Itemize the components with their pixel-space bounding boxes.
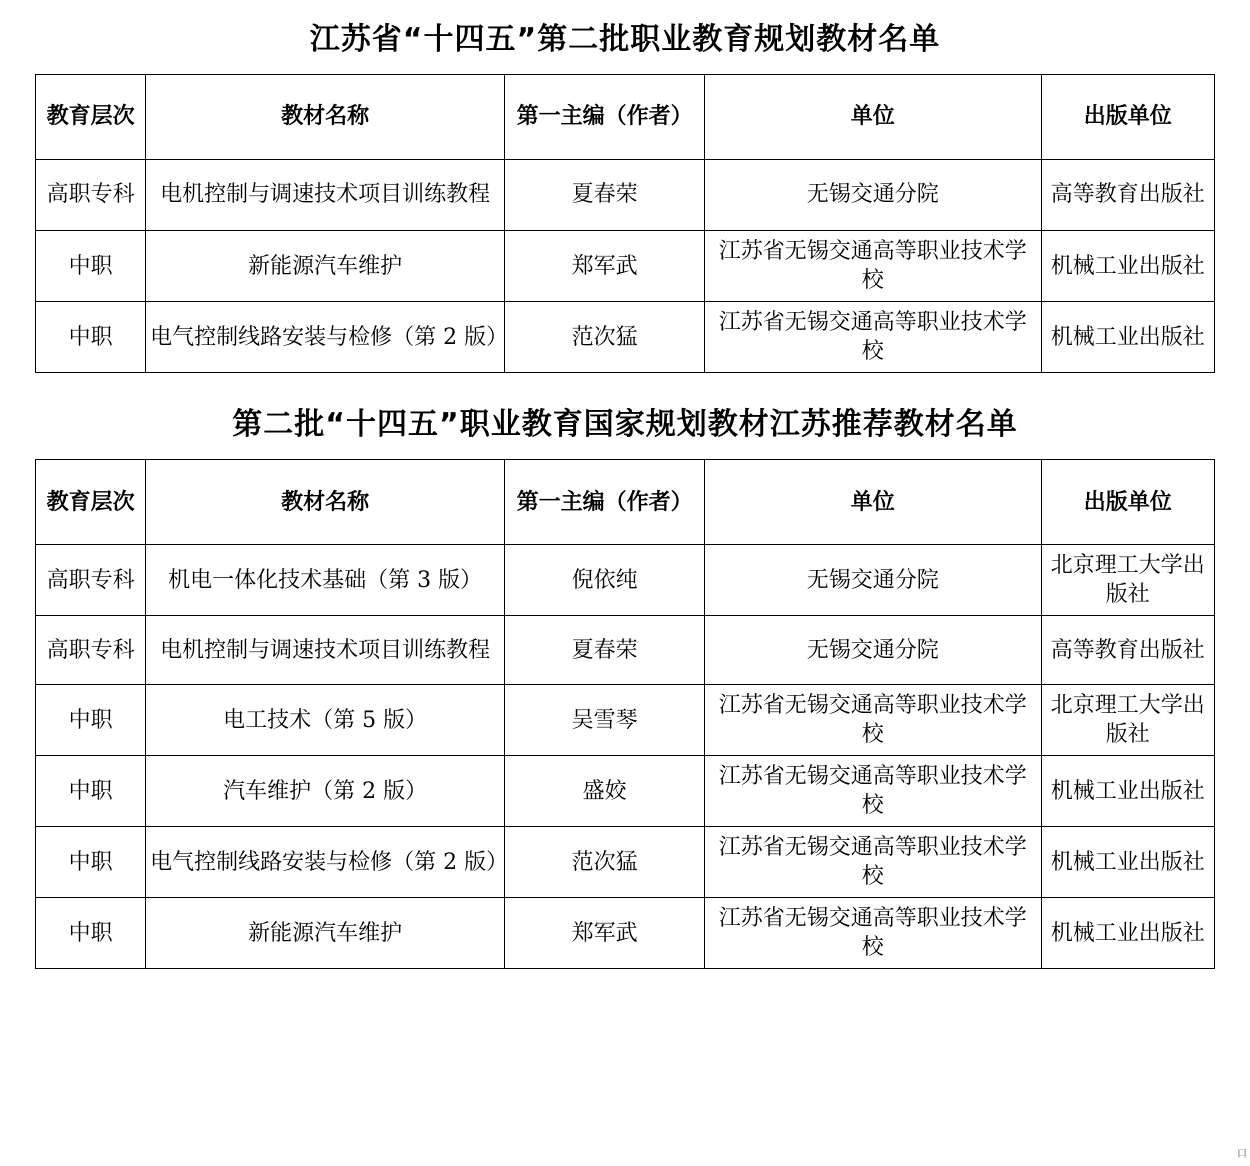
table-row: [36, 231, 1215, 302]
column-header-unit: 单位: [705, 75, 1042, 160]
cell-education-level: 中职: [36, 231, 146, 302]
cell-first-editor: 范次猛: [505, 302, 705, 373]
section-2-title: 第二批“十四五”职业教育国家规划教材江苏推荐教材名单: [232, 407, 1018, 443]
cell-education-level: 中职: [36, 827, 146, 898]
cell-unit: 江苏省无锡交通高等职业技术学校: [705, 756, 1042, 827]
cell-publisher: 北京理工大学出版社: [1041, 685, 1214, 756]
column-header-education-level: 教育层次: [36, 460, 146, 545]
column-header-education-level: 教育层次: [36, 75, 146, 160]
cell-first-editor: 盛姣: [505, 756, 705, 827]
cell-education-level: 中职: [36, 685, 146, 756]
cell-textbook-name: 新能源汽车维护: [146, 231, 505, 302]
table-header-row: [36, 460, 1215, 545]
cell-unit: 江苏省无锡交通高等职业技术学校: [705, 231, 1042, 302]
table-row: [36, 685, 1215, 756]
table-row: [36, 616, 1215, 685]
table-row: [36, 827, 1215, 898]
column-header-publisher: 出版单位: [1041, 75, 1214, 160]
table-row: [36, 898, 1215, 969]
table-row: [36, 756, 1215, 827]
cell-publisher: 北京理工大学出版社: [1041, 545, 1214, 616]
section-1-title: 江苏省“十四五”第二批职业教育规划教材名单: [309, 22, 941, 57]
table-header-row: [36, 75, 1215, 160]
cell-unit: 江苏省无锡交通高等职业技术学校: [705, 685, 1042, 756]
cell-first-editor: 夏春荣: [505, 616, 705, 685]
cell-unit: 无锡交通分院: [705, 616, 1042, 685]
cell-unit: 江苏省无锡交通高等职业技术学校: [705, 827, 1042, 898]
cell-textbook-name: 电气控制线路安装与检修（第 2 版）: [146, 302, 505, 373]
column-header-first-editor: 第一主编（作者）: [505, 460, 705, 545]
cell-unit: 江苏省无锡交通高等职业技术学校: [705, 302, 1042, 373]
cell-education-level: 中职: [36, 302, 146, 373]
national-recommended-textbooks-table: [35, 459, 1215, 969]
cell-unit: 江苏省无锡交通高等职业技术学校: [705, 898, 1042, 969]
cell-publisher: 机械工业出版社: [1041, 231, 1214, 302]
cell-first-editor: 吴雪琴: [505, 685, 705, 756]
cell-first-editor: 范次猛: [505, 827, 705, 898]
cell-publisher: 高等教育出版社: [1041, 616, 1214, 685]
cell-textbook-name: 电气控制线路安装与检修（第 2 版）: [146, 827, 505, 898]
cell-unit: 无锡交通分院: [705, 545, 1042, 616]
cell-education-level: 高职专科: [36, 545, 146, 616]
cell-publisher: 机械工业出版社: [1041, 898, 1214, 969]
document-page: [0, 22, 1250, 1160]
page-corner-mark: 口: [1237, 1149, 1247, 1160]
column-header-publisher: 出版单位: [1041, 460, 1214, 545]
cell-first-editor: 夏春荣: [505, 160, 705, 231]
column-header-unit: 单位: [705, 460, 1042, 545]
column-header-first-editor: 第一主编（作者）: [505, 75, 705, 160]
cell-first-editor: 倪依纯: [505, 545, 705, 616]
cell-textbook-name: 汽车维护（第 2 版）: [146, 756, 505, 827]
cell-textbook-name: 电工技术（第 5 版）: [146, 685, 505, 756]
column-header-textbook-name: 教材名称: [146, 460, 505, 545]
table-row: [36, 160, 1215, 231]
cell-textbook-name: 机电一体化技术基础（第 3 版）: [146, 545, 505, 616]
planning-textbooks-table: [35, 74, 1215, 373]
cell-education-level: 高职专科: [36, 160, 146, 231]
cell-textbook-name: 电机控制与调速技术项目训练教程: [146, 616, 505, 685]
cell-education-level: 高职专科: [36, 616, 146, 685]
table-row: [36, 302, 1215, 373]
cell-education-level: 中职: [36, 898, 146, 969]
cell-publisher: 机械工业出版社: [1041, 302, 1214, 373]
cell-unit: 无锡交通分院: [705, 160, 1042, 231]
cell-first-editor: 郑军武: [505, 898, 705, 969]
cell-textbook-name: 电机控制与调速技术项目训练教程: [146, 160, 505, 231]
cell-education-level: 中职: [36, 756, 146, 827]
table-row: [36, 545, 1215, 616]
cell-textbook-name: 新能源汽车维护: [146, 898, 505, 969]
cell-publisher: 高等教育出版社: [1041, 160, 1214, 231]
cell-publisher: 机械工业出版社: [1041, 756, 1214, 827]
cell-publisher: 机械工业出版社: [1041, 827, 1214, 898]
column-header-textbook-name: 教材名称: [146, 75, 505, 160]
cell-first-editor: 郑军武: [505, 231, 705, 302]
